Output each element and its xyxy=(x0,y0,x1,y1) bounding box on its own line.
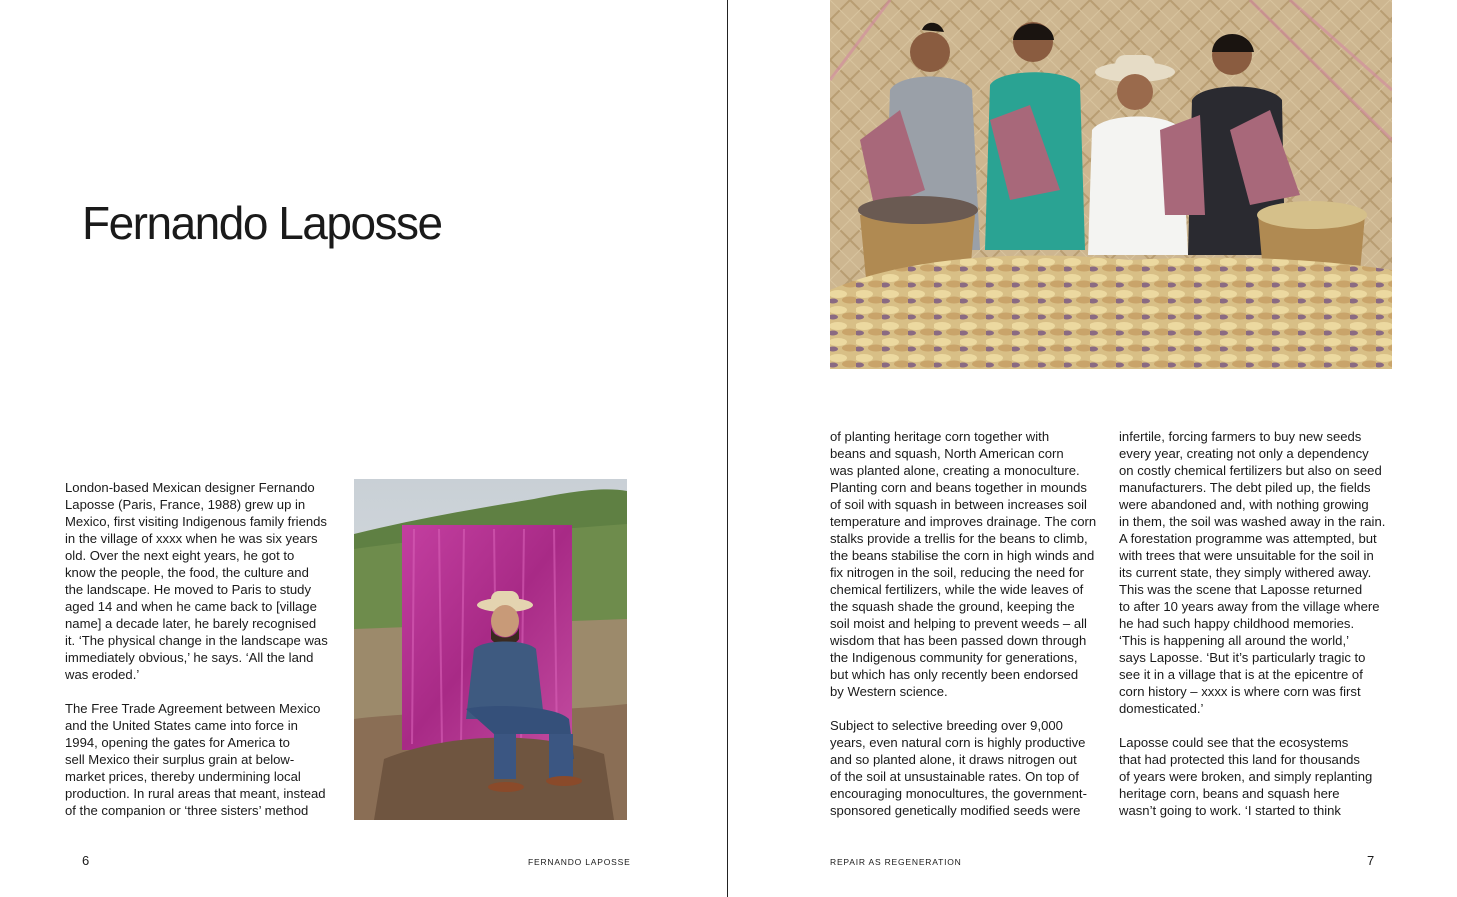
text-line: in them, the soil was washed away in the rain. xyxy=(1119,514,1386,529)
body-paragraph xyxy=(65,479,347,683)
women-with-heritage-corn-image xyxy=(830,0,1392,369)
text-line: by Western science. xyxy=(830,684,948,699)
text-line: Laposse (Paris, France, 1988) grew up in xyxy=(65,497,306,512)
text-line: and the United States came into force in xyxy=(65,718,298,733)
text-line: market prices, thereby undermining local xyxy=(65,769,301,784)
text-line: production. In rural areas that meant, instead xyxy=(65,786,326,801)
text-line: infertile, forcing farmers to buy new seeds xyxy=(1119,429,1362,444)
left-page-body xyxy=(65,479,347,819)
text-line: it. ‘The physical change in the landscape was xyxy=(65,633,328,648)
text-line: in the village of xxxx when he was six years xyxy=(65,531,318,546)
text-line: the Indigenous community for generations, xyxy=(830,650,1078,665)
text-line: sponsored genetically modified seeds were xyxy=(830,803,1081,818)
text-line: old. Over the next eight years, he got to xyxy=(65,548,295,563)
text-line: were abandoned and, with nothing growing xyxy=(1119,497,1369,512)
text-line: name] a decade later, he barely recognised xyxy=(65,616,317,631)
text-line: and so planted alone, it draws nitrogen out xyxy=(830,752,1077,767)
body-paragraph xyxy=(830,717,1112,819)
text-line: Subject to selective breeding over 9,000 xyxy=(830,718,1063,733)
text-line: of planting heritage corn together with xyxy=(830,429,1050,444)
body-paragraph xyxy=(830,428,1112,700)
text-line: of soil with squash in between increases soil xyxy=(830,497,1087,512)
text-line: This was the scene that Laposse returned xyxy=(1119,582,1363,597)
text-line: A forestation programme was attempted, but xyxy=(1119,531,1377,546)
text-line: 1994, opening the gates for America to xyxy=(65,735,290,750)
running-head-left: FERNANDO LAPOSSE xyxy=(528,857,631,867)
text-line: the squash shade the ground, keeping the xyxy=(830,599,1075,614)
text-line: of the companion or ‘three sisters’ method xyxy=(65,803,309,818)
text-line: Planting corn and beans together in mounds xyxy=(830,480,1087,495)
text-line: on costly chemical fertilizers but also on seed xyxy=(1119,463,1382,478)
text-line: but which has only recently been endorsed xyxy=(830,667,1079,682)
text-line: domesticated.’ xyxy=(1119,701,1204,716)
text-line: encouraging monocultures, the government- xyxy=(830,786,1087,801)
portrait-photo xyxy=(354,479,627,820)
text-line: immediately obvious,’ he says. ‘All the land xyxy=(65,650,314,665)
text-line: was planted alone, creating a monoculture. xyxy=(830,463,1080,478)
text-line: he had such happy childhood memories. xyxy=(1119,616,1355,631)
text-line: every year, creating not only a dependency xyxy=(1119,446,1369,461)
body-paragraph xyxy=(1119,428,1401,717)
running-head-right: REPAIR AS REGENERATION xyxy=(830,857,962,867)
group-photo xyxy=(830,0,1392,369)
text-line: Mexico, first visiting Indigenous family friends xyxy=(65,514,327,529)
page-number-right: 7 xyxy=(1367,853,1375,868)
text-line: with trees that were unsuitable for the soil in xyxy=(1119,548,1374,563)
text-line: stalks provide a trellis for the beans to climb, xyxy=(830,531,1088,546)
text-line: years, even natural corn is highly productive xyxy=(830,735,1086,750)
text-line: London-based Mexican designer Fernando xyxy=(65,480,315,495)
text-line: heritage corn, beans and squash here xyxy=(1119,786,1340,801)
text-line: to after 10 years away from the village where xyxy=(1119,599,1380,614)
text-line: the beans stabilise the corn in high winds and xyxy=(830,548,1095,563)
page-gutter xyxy=(727,0,728,897)
text-line: sell Mexico their surplus grain at below- xyxy=(65,752,295,767)
right-page-column-2 xyxy=(1119,428,1401,819)
text-line: corn history – xxxx is where corn was first xyxy=(1119,684,1361,699)
text-line: ‘This is happening all around the world,’ xyxy=(1119,633,1350,648)
text-line: temperature and improves drainage. The corn xyxy=(830,514,1097,529)
text-line: was eroded.’ xyxy=(65,667,140,682)
text-line: soil moist and helping to prevent weeds – all xyxy=(830,616,1087,631)
text-line: beans and squash, North American corn xyxy=(830,446,1064,461)
text-line: says Laposse. ‘But it’s particularly tragic to xyxy=(1119,650,1366,665)
text-line: that had protected this land for thousands xyxy=(1119,752,1360,767)
text-line: aged 14 and when he came back to [village xyxy=(65,599,317,614)
text-line: know the people, the food, the culture and xyxy=(65,565,309,580)
text-line: the landscape. He moved to Paris to study xyxy=(65,582,312,597)
text-line: wasn’t going to work. ‘I started to think xyxy=(1119,803,1341,818)
text-line: Laposse could see that the ecosystems xyxy=(1119,735,1349,750)
text-line: The Free Trade Agreement between Mexico xyxy=(65,701,321,716)
designer-portrait-image xyxy=(354,479,627,820)
body-paragraph xyxy=(1119,734,1401,819)
text-line: fix nitrogen in the soil, reducing the need for xyxy=(830,565,1085,580)
text-line: wisdom that has been passed down through xyxy=(830,633,1087,648)
right-page-column-1 xyxy=(830,428,1112,819)
text-line: its current state, they simply withered away. xyxy=(1119,565,1372,580)
page-number-left: 6 xyxy=(82,853,90,868)
body-paragraph xyxy=(65,700,347,819)
text-line: chemical fertilizers, while the wide leaves of xyxy=(830,582,1084,597)
article-title: Fernando Laposse xyxy=(82,197,442,249)
text-line: see it in a village that is at the epicentre of xyxy=(1119,667,1363,682)
text-line: of the soil at unsustainable rates. On top of xyxy=(830,769,1079,784)
text-line: manufacturers. The debt piled up, the fields xyxy=(1119,480,1371,495)
text-line: of years were broken, and simply replanting xyxy=(1119,769,1373,784)
